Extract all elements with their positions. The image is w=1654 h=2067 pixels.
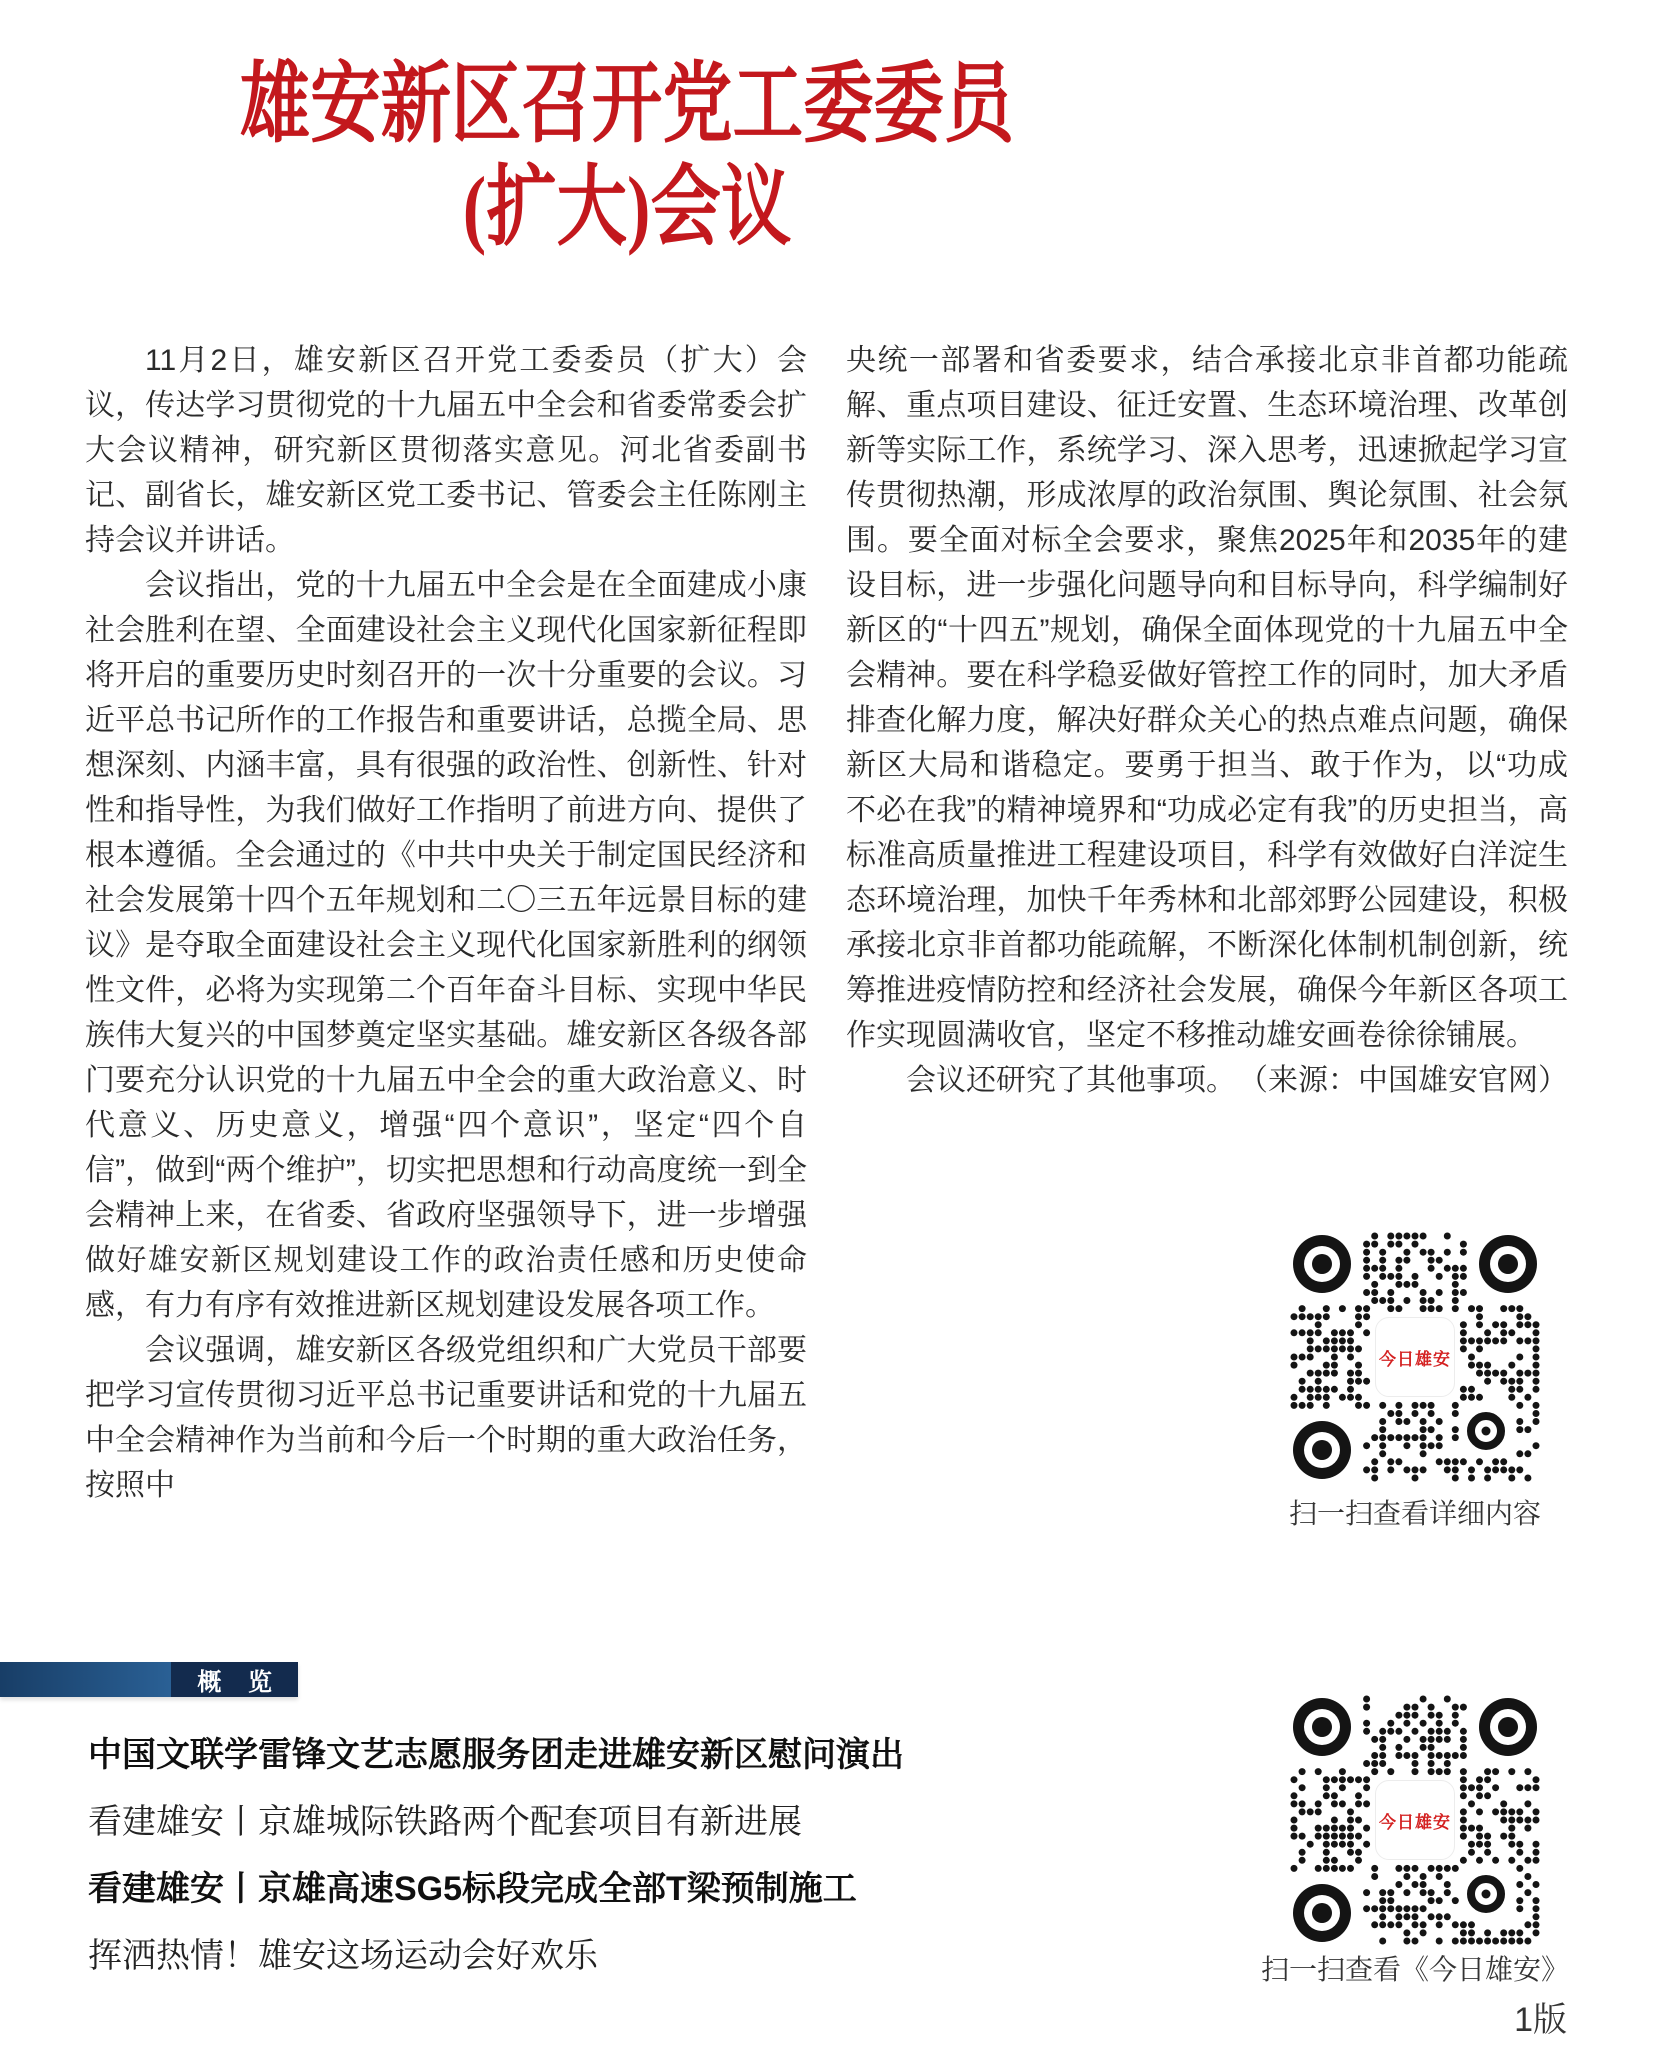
qr-center-logo: 今日雄安 <box>1375 1317 1455 1397</box>
article-paragraph: 11月2日，雄安新区召开党工委委员（扩大）会议，传达学习贯彻党的十九届五中全会和省委常委会扩大会议精神，研究新区贯彻落实意见。河北省委副书记、副省长，雄安新区党工委书记、管委会主任陈刚主持会议并讲话。 <box>85 344 807 557</box>
closing-row <box>846 1058 1568 1103</box>
qr-center-logo: 今日雄安 <box>1375 1780 1455 1860</box>
article-title <box>125 54 1128 260</box>
headline-item: 挥洒热情！雄安这场运动会好欢乐 <box>88 1937 598 1975</box>
overview-section-label: 概 览 <box>171 1662 298 1697</box>
headline-list <box>88 1722 1248 1990</box>
page-number: 1版 <box>1514 2001 1567 2039</box>
article-paragraph: 会议指出，党的十九届五中全会是在全面建成小康社会胜利在望、全面建设社会主义现代化国家新征程即将开启的重要历史时刻召开的一次十分重要的会议。习近平总书记所作的工作报告和重要讲话，总揽全局、思想深刻、内涵丰富，具有很强的政治性、创新性、针对性和指导性，为我们做好工作指明了前进方向、提供了根本遵循。全会通过的《中共中央关于制定国民经济和社会发展第十四个五年规划和二〇三五年远景目标的建议》是夺取全面建设社会主义现代化国家新胜利的纲领性文件，必将为实现第二个百年奋斗目标、实现中华民族伟大复兴的中国梦奠定坚实基础。雄安新区各级各部门要充分认识党的十九届五中全会的重大政治意义、时代意义、历史意义，增强“四个意识”，坚定“四个自信”，做到“两个维护”，切实把思想和行动高度统一到全会精神上来，在省委、省政府坚强领导下，进一步增强做好雄安新区规划建设工作的政治责任感和历史使命感，有力有序有效推进新区规划建设发展各项工作。 <box>85 569 807 1322</box>
overview-gradient-strip <box>0 1662 171 1697</box>
article-paragraph: 央统一部署和省委要求，结合承接北京非首都功能疏解、重点项目建设、征迁安置、生态环境治理、改革创新等实际工作，系统学习、深入思考，迅速掀起学习宣传贯彻热潮，形成浓厚的政治氛围、舆论氛围、社会氛围。要全面对标全会要求，聚焦2025年和2035年的建设目标，进一步强化问题导向和目标导向，科学编制好新区的“十四五”规划，确保全面体现党的十九届五中全会精神。要在科学稳妥做好管控工作的同时，加大矛盾排查化解力度，解决好群众关心的热点难点问题，确保新区大局和谐稳定。要勇于担当、敢于作为，以“功成不必在我”的精神境界和“功成必定有我”的历史担当，高标准高质量推进工程建设项目，科学有效做好白洋淀生态环境治理，加快千年秀林和北部郊野公园建设，积极承接北京非首都功能疏解，不断深化体制机制创新，统筹推进疫情防控和经济社会发展，确保今年新区各项工作实现圆满收官，坚定不移推动雄安画卷徐徐铺展。 <box>846 344 1568 1052</box>
article-paragraph: 会议强调，雄安新区各级党组织和广大党员干部要把学习宣传贯彻习近平总书记重要讲话和党的十九届五中全会精神作为当前和今后一个时期的重大政治任务，按照中 <box>85 1334 807 1502</box>
headline-item: 中国文联学雷锋文艺志愿服务团走进雄安新区慰问演出 <box>88 1736 904 1774</box>
qr-code-article <box>1285 1232 1545 1482</box>
headline-item: 看建雄安丨京雄高速SG5标段完成全部T梁预制施工 <box>88 1870 857 1908</box>
headline-item: 看建雄安丨京雄城际铁路两个配套项目有新进展 <box>88 1803 802 1841</box>
article-left-column <box>85 338 807 1508</box>
article-title-line1: 雄安新区召开党工委委员 <box>239 57 1015 154</box>
overview-section-bar <box>0 1662 298 1697</box>
closing-text: 会议还研究了其他事项。 <box>906 1064 1236 1097</box>
qr-caption: 扫一扫查看详细内容 <box>1288 1498 1541 1529</box>
article-title-line2: (扩大)会议 <box>462 160 792 257</box>
article-right-column <box>846 338 1568 1103</box>
qr-caption: 扫一扫查看《今日雄安》 <box>1260 1954 1569 1985</box>
qr-code-today-xiongan <box>1285 1695 1545 1945</box>
source-attribution: （来源：中国雄安官网） <box>1238 1064 1568 1097</box>
